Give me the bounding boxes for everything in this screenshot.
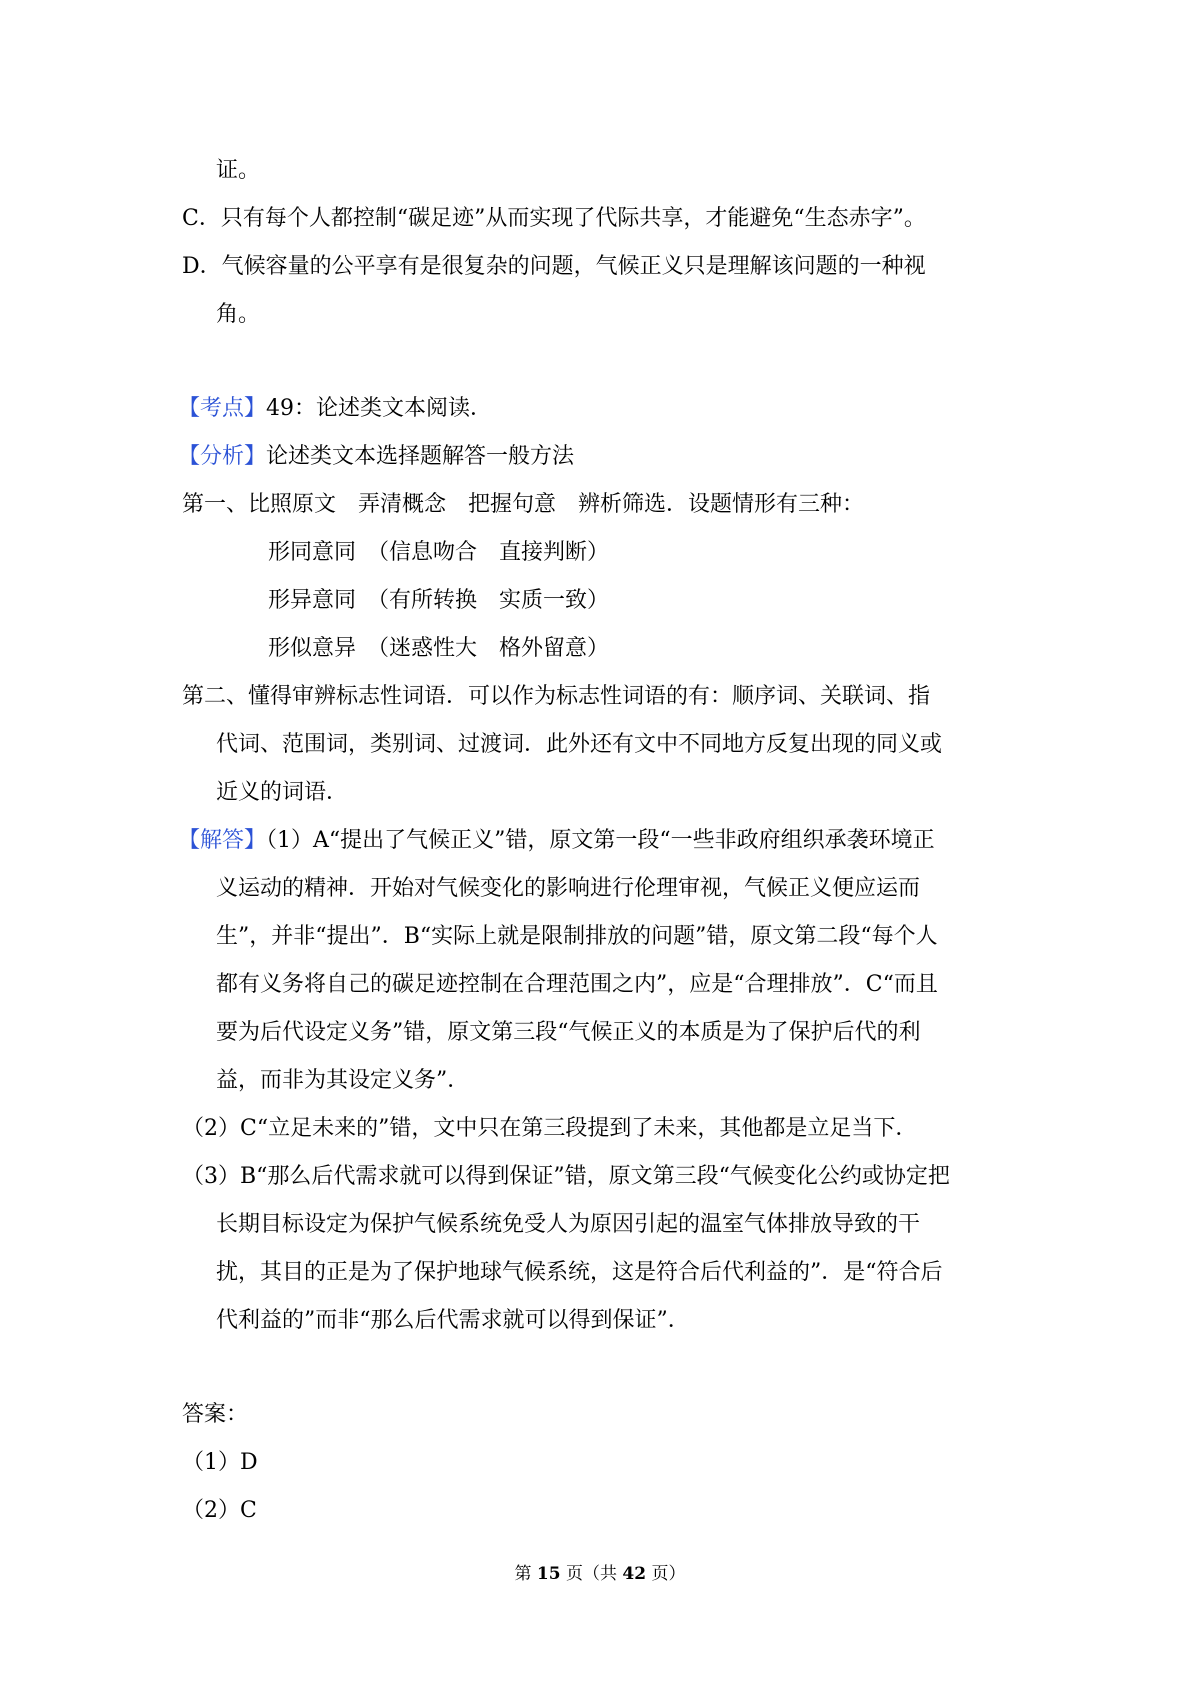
fenxi-tag: 【分析】	[178, 444, 267, 469]
jieda-tag: 【解答】	[178, 828, 267, 853]
jieda-line: 长期目标设定为保护气候系统免受人为原因引起的温室气体排放导致的干	[216, 1212, 921, 1237]
footer-page-number: 15	[536, 1564, 561, 1584]
jieda-line: 扰，其目的正是为了保护地球气候系统，这是符合后代利益的”．是“符合后	[216, 1260, 943, 1285]
footer-total-pages: 42	[622, 1564, 647, 1584]
fenxi-second-line: 近义的词语．	[216, 780, 349, 805]
kaodian-tag: 【考点】	[178, 396, 267, 421]
fenxi-first-line: 第一、比照原文 弄清概念 把握句意 辨析筛选．设题情形有三种：	[182, 492, 865, 517]
fenxi-text: 论述类文本选择题解答一般方法	[266, 444, 575, 469]
jieda-line: 义运动的精神．开始对气候变化的影响进行伦理审视，气候正义便应运而	[216, 876, 921, 901]
option-b-tail: 证。	[216, 158, 261, 183]
jieda-first-line: （1）A“提出了气候正义”错，原文第一段“一些非政府组织承袭环境正	[266, 828, 935, 853]
fenxi-case: 形异意同 （有所转换 实质一致）	[268, 588, 610, 613]
jieda-line	[178, 826, 935, 856]
jieda-line: 生”，并非“提出”．B“实际上就是限制排放的问题”错，原文第二段“每个人	[216, 924, 938, 949]
option-c: C．只有每个人都控制“碳足迹”从而实现了代际共享，才能避免“生态赤字”。	[182, 206, 926, 231]
page-footer	[0, 1562, 1200, 1586]
jieda-line: 益，而非为其设定义务”．	[216, 1068, 470, 1093]
option-d-line1: D．气候容量的公平享有是很复杂的问题，气候正义只是理解该问题的一种视	[182, 254, 926, 279]
answer-item: （1）D	[182, 1450, 258, 1475]
footer-suffix: 页）	[646, 1564, 686, 1584]
option-d-line2: 角。	[216, 302, 261, 327]
answers-heading: 答案：	[182, 1402, 249, 1427]
fenxi-second-line: 第二、懂得审辨标志性词语．可以作为标志性词语的有：顺序词、关联词、指	[182, 684, 931, 709]
jieda-line: 都有义务将自己的碳足迹控制在合理范围之内”，应是“合理排放”．C“而且	[216, 972, 938, 997]
fenxi-case: 形同意同 （信息吻合 直接判断）	[268, 540, 610, 565]
answer-item: （2）C	[182, 1498, 257, 1523]
jieda-line: 代利益的”而非“那么后代需求就可以得到保证”．	[216, 1308, 690, 1333]
kaodian-line	[178, 394, 492, 424]
footer-mid: 页（共	[560, 1564, 623, 1584]
kaodian-text: 49：论述类文本阅读．	[266, 396, 493, 421]
jieda-line: 要为后代设定义务”错，原文第三段“气候正义的本质是为了保护后代的利	[216, 1020, 921, 1045]
footer-prefix: 第	[514, 1564, 537, 1584]
fenxi-second-line: 代词、范围词，类别词、过渡词．此外还有文中不同地方反复出现的同义或	[216, 732, 943, 757]
fenxi-line	[178, 442, 574, 472]
jieda-line: （2）C“立足未来的”错，文中只在第三段提到了未来，其他都是立足当下．	[182, 1116, 918, 1141]
jieda-line: （3）B“那么后代需求就可以得到保证”错，原文第三段“气候变化公约或协定把	[182, 1164, 950, 1189]
fenxi-case: 形似意异 （迷惑性大 格外留意）	[268, 636, 610, 661]
